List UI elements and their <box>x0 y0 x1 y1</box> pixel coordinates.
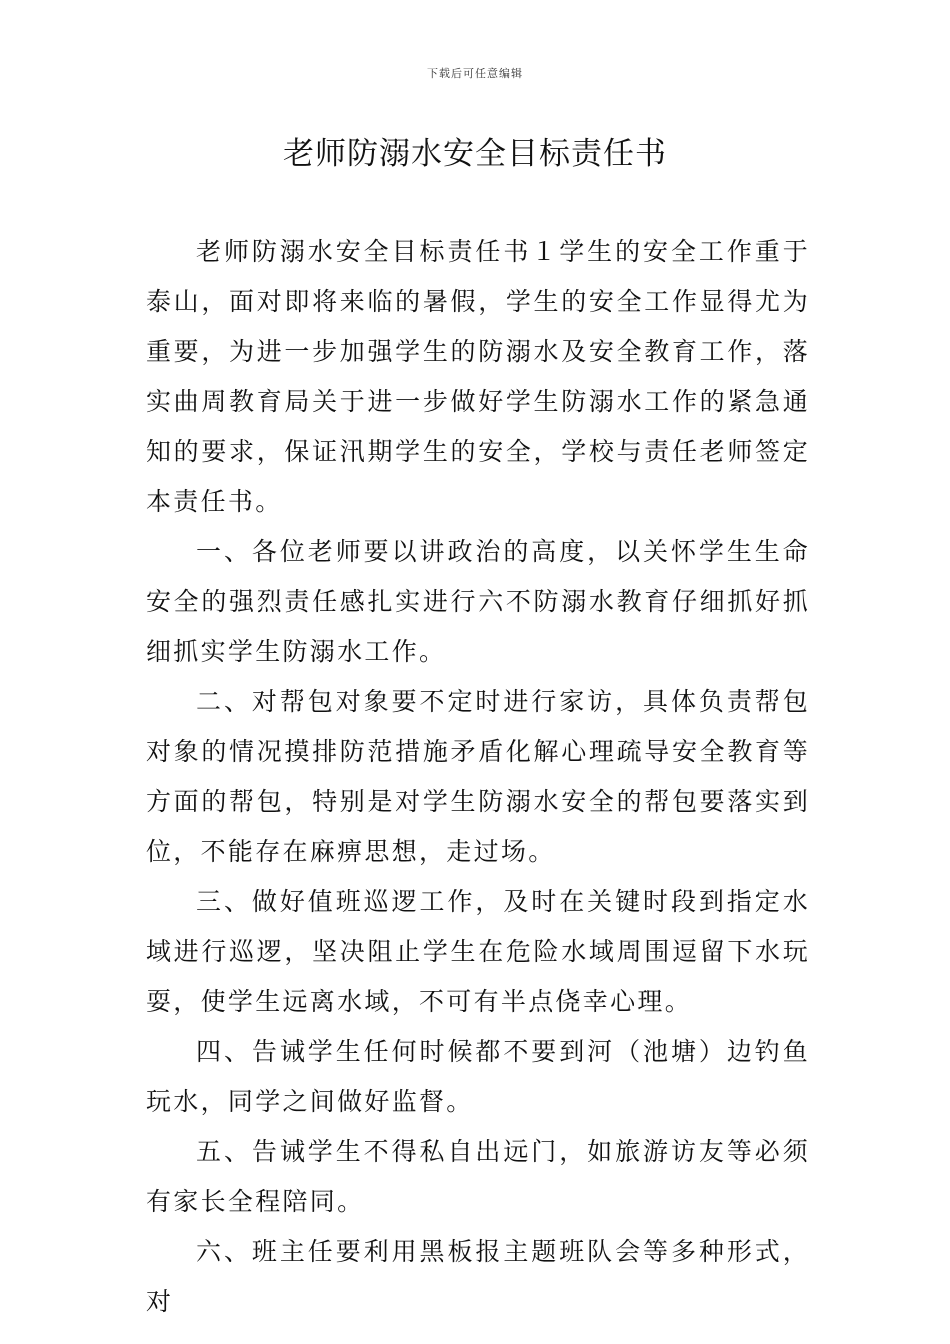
paragraph-item-2: 二、对帮包对象要不定时进行家访，具体负责帮包对象的情况摸排防范措施矛盾化解心理疏导安全教育等方面的帮包，特别是对学生防溺水安全的帮包要落实到位，不能存在麻痹思想，走过场。 <box>146 687 810 866</box>
paragraph-item-4: 四、告诫学生任何时候都不要到河（池塘）边钓鱼玩水，同学之间做好监督。 <box>146 1037 810 1116</box>
document-body <box>146 227 810 1327</box>
paragraph-item-1: 一、各位老师要以讲政治的高度，以关怀学生生命安全的强烈责任感扎实进行六不防溺水教育仔细抓好抓细抓实学生防溺水工作。 <box>146 537 810 666</box>
paragraph-item-5: 五、告诫学生不得私自出远门，如旅游访友等必须有家长全程陪同。 <box>146 1137 810 1216</box>
header-note: 下载后可任意编辑 <box>427 67 523 80</box>
document-title: 老师防溺水安全目标责任书 <box>283 136 667 172</box>
paragraph-intro: 老师防溺水安全目标责任书１学生的安全工作重于泰山，面对即将来临的暑假，学生的安全工作显得尤为重要，为进一步加强学生的防溺水及安全教育工作，落实曲周教育局关于进一步做好学生防溺水工作的紧急通知的要求，保证汛期学生的安全，学校与责任老师签定本责任书。 <box>146 237 810 516</box>
paragraph-item-3: 三、做好值班巡逻工作，及时在关键时段到指定水域进行巡逻，坚决阻止学生在危险水域周围逗留下水玩耍，使学生远离水域，不可有半点侥幸心理。 <box>146 887 810 1016</box>
paragraph-item-6: 六、班主任要利用黑板报主题班队会等多种形式，对 <box>146 1237 810 1316</box>
